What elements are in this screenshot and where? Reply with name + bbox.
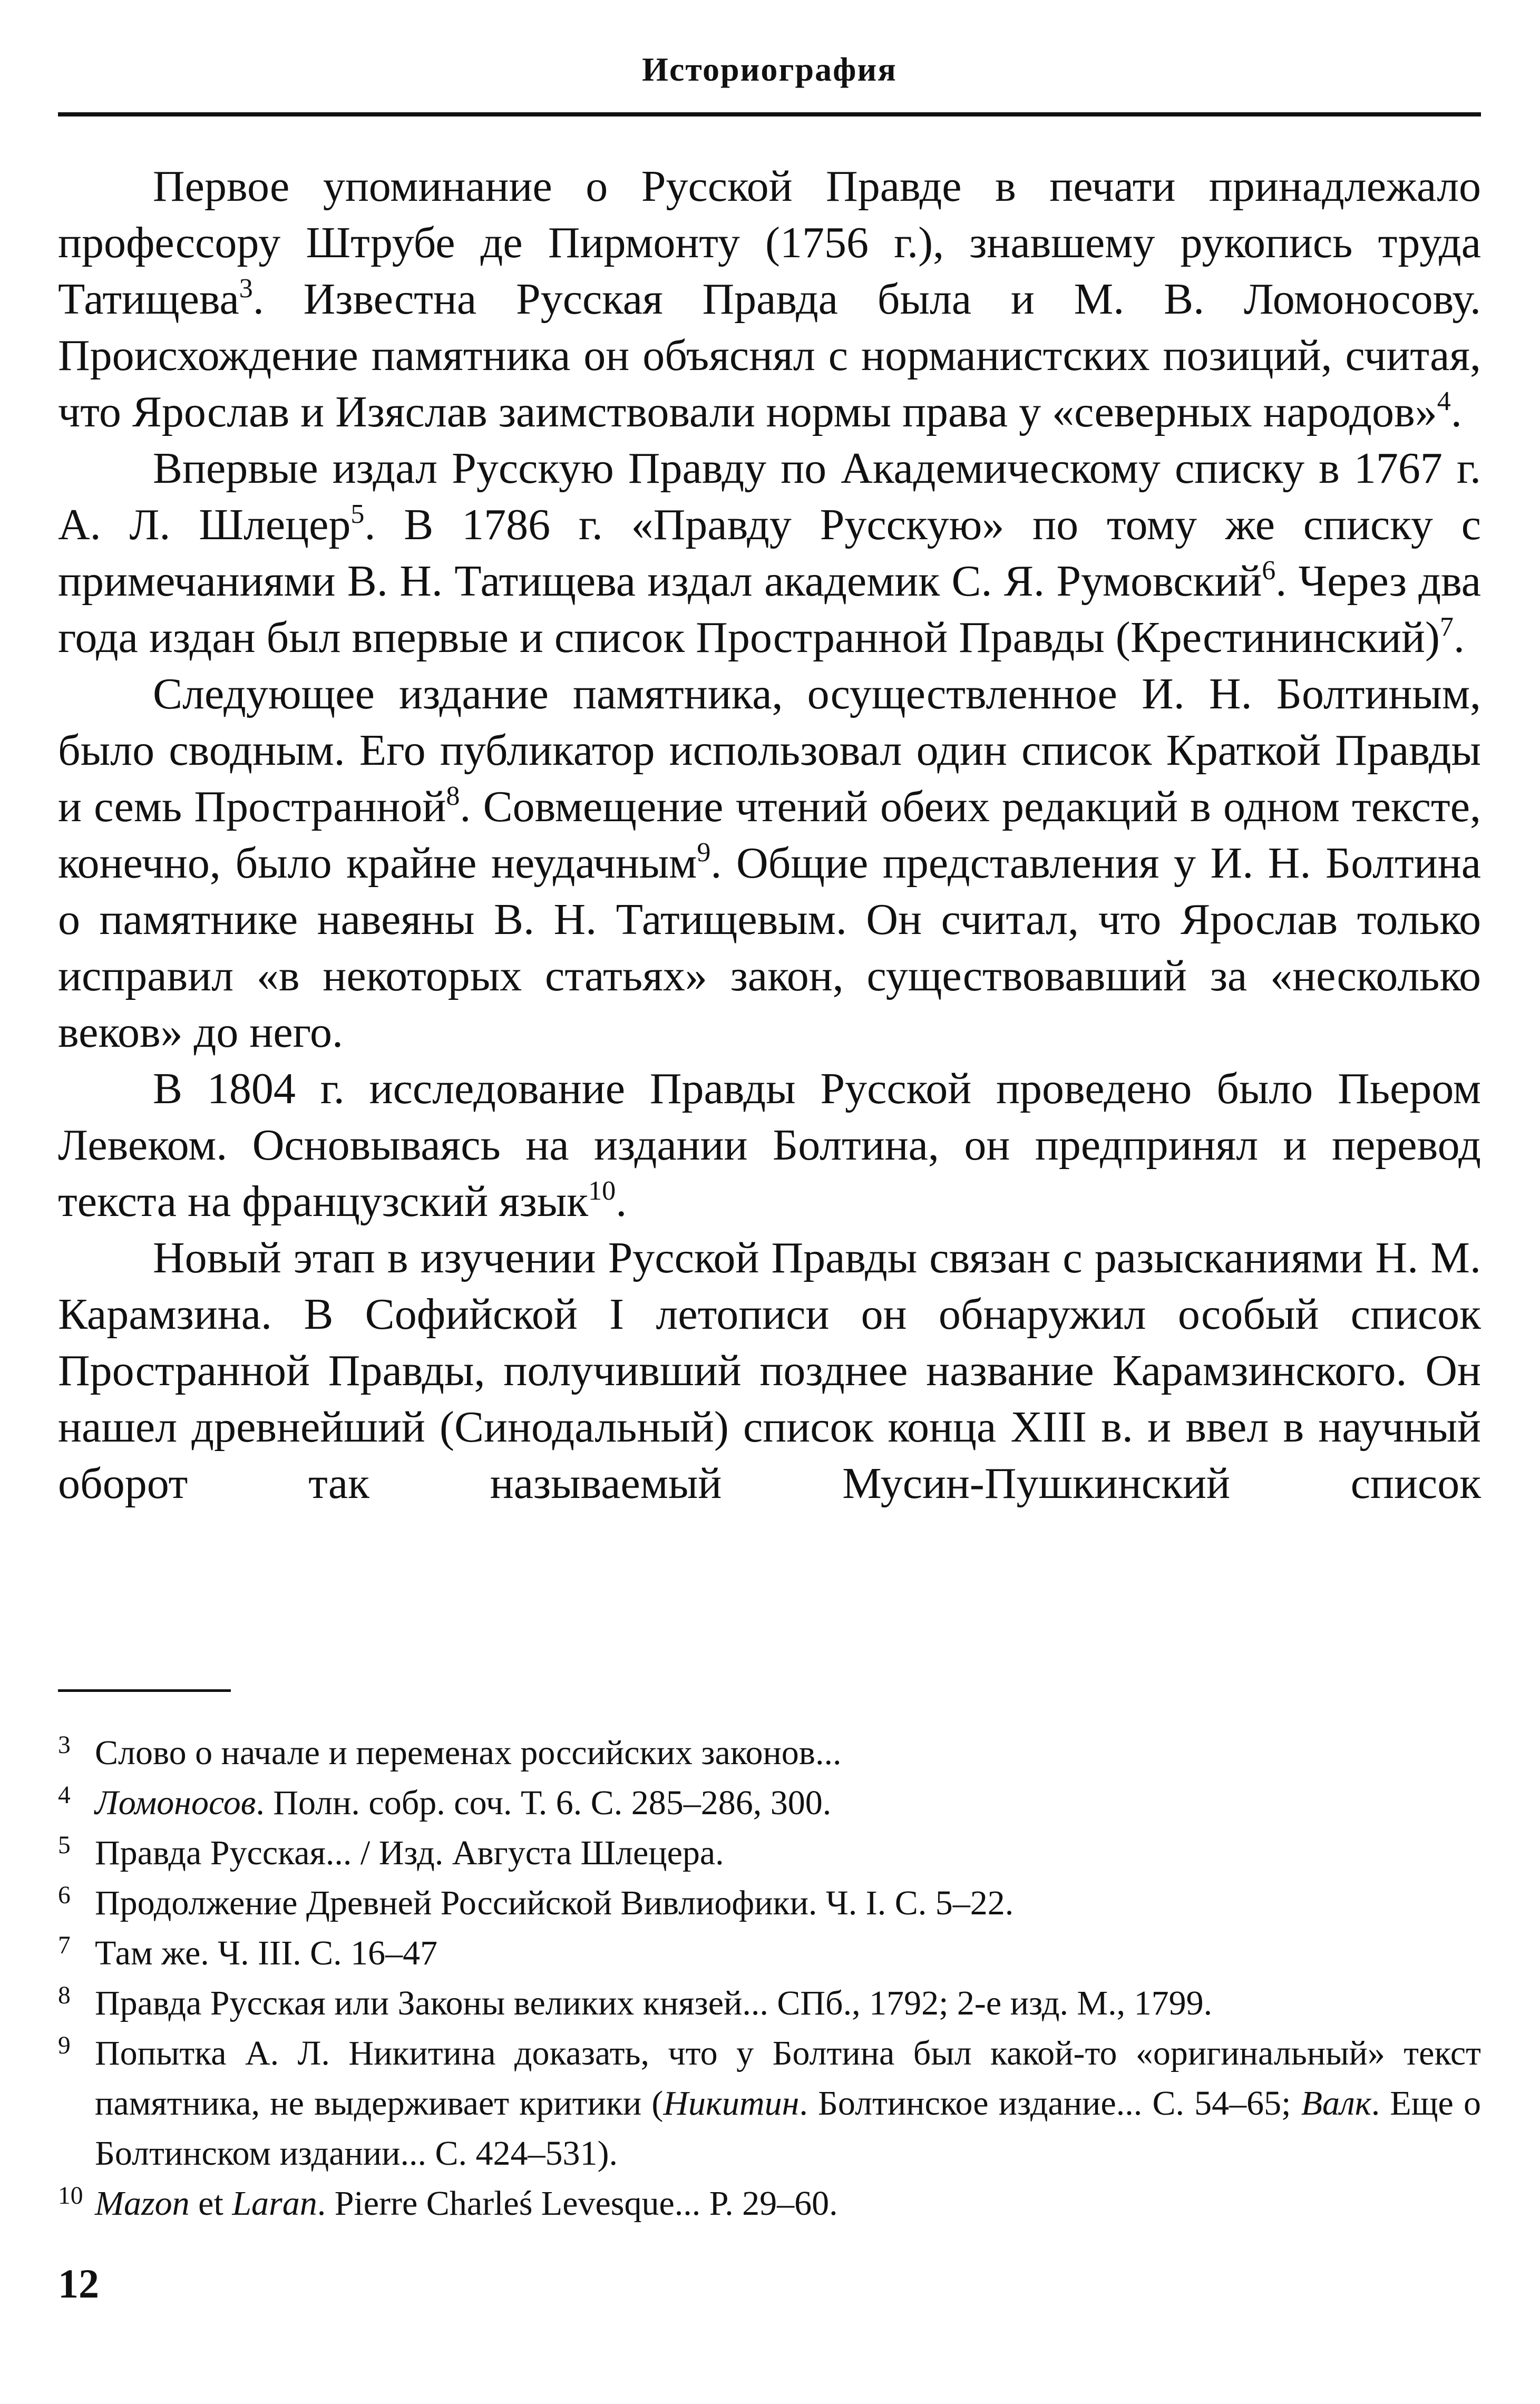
text-run: . Совмещение чтений обеих редакций в одном тексте, конечно, было крайне неудачным	[58, 782, 1481, 888]
footnote-text: . Болтинское издание... С. 54–65;	[799, 2084, 1301, 2123]
footnote-7: 7 Там же. Ч. III. С. 16–47	[58, 1931, 438, 1972]
footnote-ref: 7	[1439, 611, 1454, 642]
text-run: . Общие представления у И. Н. Болтина о памятнике навеяны В. Н. Татищевым. Он считал, что Ярослав только исправил «в некоторых статьях» закон, существовавший за «несколько веков» до него.	[58, 839, 1481, 1057]
page-number: 12	[58, 2261, 99, 2306]
paragraph-5	[58, 1230, 1481, 1512]
footnote-text: Правда Русская... / Изд. Августа Шлецера.	[95, 1834, 724, 1872]
paragraph-2	[58, 440, 1481, 666]
footnote-ref: 4	[1437, 386, 1451, 416]
footnote-4: 4 Ломоносов. Полн. собр. соч. Т. 6. С. 285–286, 300.	[58, 1781, 832, 1822]
footnote-author: Ломоносов	[95, 1784, 256, 1822]
footnote-10: 10 Mazon et Laran. Pierre Charlеś Levesque... P. 29–60.	[58, 2182, 838, 2223]
footnote-text: Попытка А. Л. Никитина доказать, что у Болтина был какой-то «оригинальный» текст памятника, не выдерживает критики (	[95, 2034, 1481, 2123]
paragraph-4	[58, 1060, 1481, 1230]
footnote-ref: 9	[697, 837, 711, 868]
footnote-text: Продолжение Древней Российской Вивлиофики. Ч. I. С. 5–22.	[95, 1884, 1014, 1922]
text-run: Следующее издание памятника, осуществленное И. Н. Болтиным, было сводным. Его публикатор использовал один список Краткой Правды и семь Пространной	[58, 669, 1481, 831]
footnote-ref: 3	[239, 273, 253, 304]
text-run: .	[1450, 387, 1462, 436]
main-text	[58, 158, 1481, 1512]
footnote-3: 3 Слово о начале и переменах российских законов...	[58, 1731, 842, 1772]
footnotes	[58, 1728, 1481, 2228]
footnote-5: 5 Правда Русская... / Изд. Августа Шлецера.	[58, 1831, 724, 1872]
text-run: В 1804 г. исследование Правды Русской проведено было Пьером Левеком. Основываясь на издании Болтина, он предпринял и перевод текста на французский язык	[58, 1064, 1481, 1226]
footnote-author: Никитин	[663, 2084, 800, 2123]
running-header: Историография	[642, 51, 897, 88]
paragraph-1	[58, 158, 1481, 440]
text-run: . В 1786 г. «Правду Русскую» по тому же списку с примечаниями В. Н. Татищева издал академик С. Я. Румовский	[58, 500, 1481, 606]
header-rule	[58, 112, 1481, 116]
text-run: . Известна Русская Правда была и М. В. Ломоносову. Происхождение памятника он объяснял с норманистских позиций, считая, что Ярослав и Изяслав заимствовали нормы права у «северных народов»	[58, 275, 1481, 436]
text-run: Первое упоминание о Русской Правде в печати принадлежало профессору Штрубе де Пирмонту (1756 г.), знавшему рукопись труда Татищева	[58, 162, 1481, 324]
footnote-text: . Pierre Charlеś Levesque... P. 29–60.	[317, 2184, 838, 2223]
footnote-author: Mazon	[95, 2184, 190, 2223]
text-run: .	[616, 1177, 627, 1226]
footnote-ref: 6	[1262, 555, 1276, 586]
footnote-ref: 5	[350, 499, 365, 529]
footnote-9: 9 Попытка А. Л. Никитина доказать, что у Болтина был какой-то «оригинальный» текст памятника, не выдерживает критики (Никитин. Болтинское издание... С. 54–65; Валк. Еще о Болтинском издании... С. 424–531).	[58, 2031, 1481, 2173]
footnote-text: Правда Русская или Законы великих князей... СПб., 1792; 2-е изд. М., 1799.	[95, 1984, 1213, 2022]
footnote-author: Валк	[1301, 2084, 1371, 2123]
footnote-8: 8 Правда Русская или Законы великих князей... СПб., 1792; 2-е изд. М., 1799.	[58, 1981, 1213, 2022]
text-run: Впервые издал Русскую Правду по Академическому списку в 1767 г. А. Л. Шлецер	[58, 444, 1481, 549]
footnote-ref: 10	[588, 1175, 616, 1206]
text-run: Новый этап в изучении Русской Правды связан с разысканиями Н. М. Карамзина. В Софийской I летописи он обнаружил особый список Пространной Правды, получивший позднее название Карамзинского. Он нашел древнейший (Синодальный) список конца XIII в. и ввел в научный оборот так называемый Мусин-Пушкинский список	[58, 1233, 1481, 1508]
text-run: . Через два года издан был впервые и список Пространной Правды (Крестининский)	[58, 557, 1481, 662]
footnote-ref: 8	[446, 781, 460, 811]
paragraph-3	[58, 666, 1481, 1060]
footnote-text: Слово о начале и переменах российских законов...	[95, 1734, 842, 1772]
footnote-6: 6 Продолжение Древней Российской Вивлиофики. Ч. I. С. 5–22.	[58, 1881, 1014, 1922]
footnote-text: . Еще о Болтинском издании... С. 424–531).	[95, 2084, 1481, 2173]
text-run: .	[1453, 613, 1465, 662]
footnote-text: et	[189, 2184, 232, 2223]
footnote-author: Laran	[232, 2184, 317, 2223]
footnote-text: . Полн. собр. соч. Т. 6. С. 285–286, 300.	[256, 1784, 832, 1822]
footnote-separator	[58, 1689, 231, 1692]
footnote-text: Там же. Ч. III. С. 16–47	[95, 1934, 438, 1972]
